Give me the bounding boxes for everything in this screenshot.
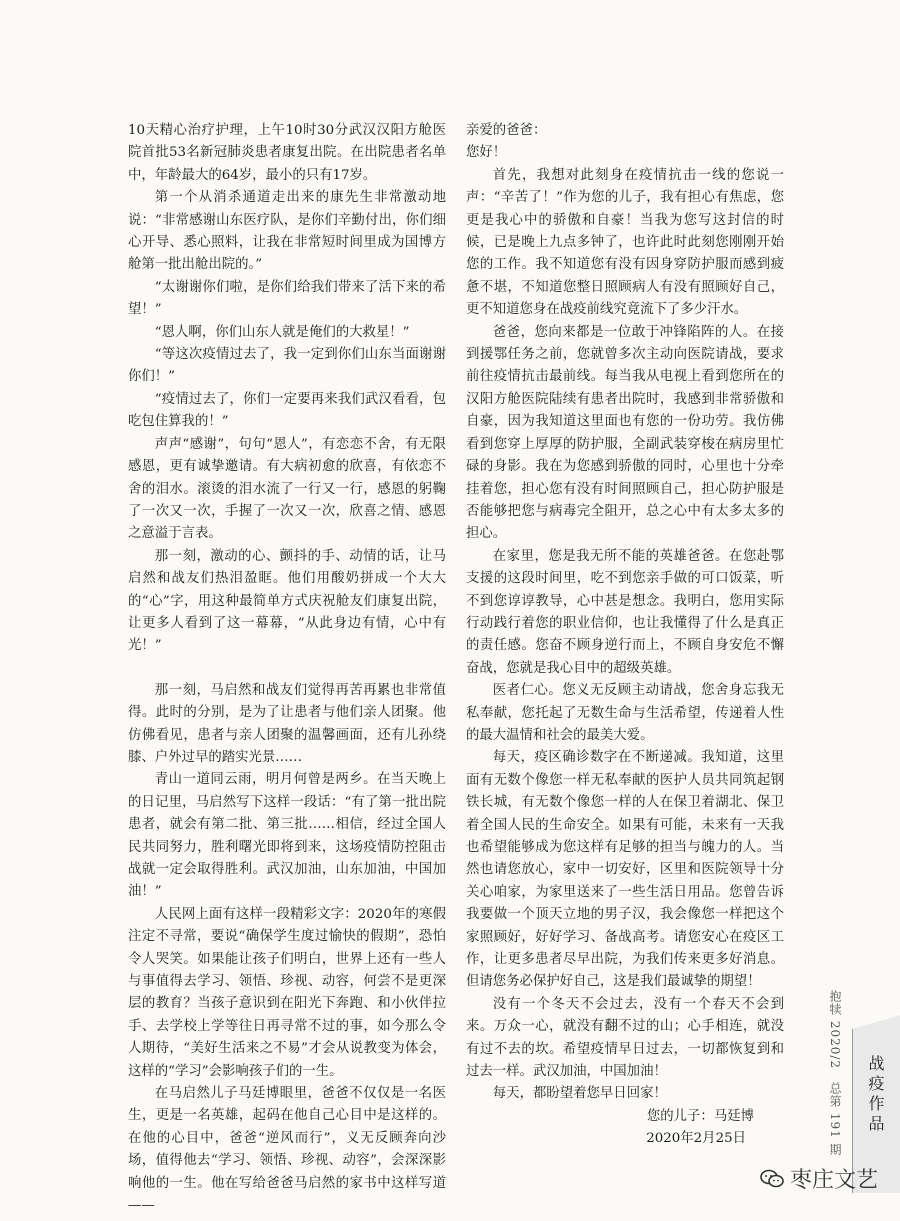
left-paragraph-5: “等这次疫情过去了，我一定到你们山东当面谢谢你们！”	[128, 347, 446, 385]
left-paragraph-10: 青山一道同云雨，明月何曾是两乡。在当天晚上的日记里，马启然写下这样一段话：“有了第一批出院患者，就会有第二批、第三批……相信，经过全国人民共同努力，胜利曙光即将到来，这场疫情防控阻击战就一定会取得胜利。武汉加油，山东加油，中国加油！”	[128, 772, 446, 900]
letter-paragraph-5: 每天，疫区确诊数字在不断递减。我知道，这里面有无数个像您一样无私奉献的医护人员共同筑起钢铁长城，有无数个像您一样的人在保卫着湖北、保卫着全国人民的生命安全。如果有可能，未来有一天我也希望能够成为您这样有足够的担当与魄力的人。当然也请您放心，家中一切安好，区里和医院领导十分关心咱家，为家里送来了一些生活日用品。您曾告诉我要做一个顶天立地的男子汉，我会像您一样把这个家照顾好，好好学习、备战高考。请您安心在疫区工作，让更多患者尽早出院，为我们传来更多好消息。但请您务必保护好自己，这是我们最诚挚的期望！	[466, 750, 784, 990]
letter-greeting: 您好！	[466, 145, 507, 161]
left-paragraph-3: “太谢谢你们啦，是你们给我们带来了活下来的希望！”	[128, 279, 446, 318]
left-paragraph-8: 那一刻，激动的心、颤抖的手、动情的话，让马启然和战友们热泪盈眶。他们用酸奶拼成一个大大的“心”字，用这种最简单方式庆祝舱友们康复出院，让更多人看到了这一幕幕，“从此身边有情，心中有光！”	[128, 548, 446, 654]
letter-paragraph-2: 爸爸，您向来都是一位敢于冲锋陷阵的人。在接到援鄂任务之前，您就曾多次主动向医院请战，要求前往疫情抗击最前线。每当我从电视上看到您所在的汉阳方舱医院陆续有患者出院时，我感到非常骄傲和自豪，因为我知道这里面也有您的一份功劳。我仿佛看到您穿上厚厚的防护服，全副武装穿梭在病房里忙碌的身影。我在为您感到骄傲的同时，心里也十分牵挂着您，担心您有没有时间照顾自己，担心防护服是否能够把您与病毒完全阻开，总之心中有太多太多的担心。	[466, 324, 784, 542]
letter-paragraph-1: 首先，我想对此刻身在疫情抗击一线的您说一声：“辛苦了！”作为您的儿子，我有担心有焦虑，您更是我心中的骄傲和自豪！当我为您写这封信的时候，已是晚上九点多钟了，也许此时此刻您刚刚开始您的工作。我不知道您有没有因身穿防护服而感到疲惫不堪，不知道您整日照顾病人有没有照顾好自己，更不知道您身在战疫前线究竟流下了多少汗水。	[466, 167, 784, 318]
left-paragraph-9: 那一刻，马启然和战友们觉得再苦再累也非常值得。此时的分别，是为了让患者与他们亲人团聚。他仿佛看见，患者与亲人团聚的温馨画面，还有儿孙绕膝、户外过早的踏实光景……	[128, 682, 446, 765]
left-column	[128, 120, 446, 1218]
letter-paragraph-4: 医者仁心。您义无反顾主动请战，您舍身忘我无私奉献，您托起了无数生命与生活希望，传递着人性的最大温情和社会的最美大爱。	[466, 683, 784, 743]
section-label: 战疫作品	[866, 1055, 885, 1135]
watermark	[760, 1163, 878, 1194]
wechat-icon	[760, 1169, 784, 1189]
right-column-letter	[466, 120, 784, 1151]
left-paragraph-11: 人民网上面有这样一段精彩文字：2020年的寒假注定不寻常，要说“确保学生度过愉快的假期”，恐怕令人哭笑。如果能让孩子们明白，世界上还有一些人与事值得去学习、领悟、珍视、动容，何尝不是更深层的教育？当孩子意识到在阳光下奔跑、和小伙伴拉手、去学校上学等往日再寻常不过的事，如今那么令人期待，“美好生活来之不易”才会从说教变为体会，这样的“学习”会影响孩子们的一生。	[128, 906, 446, 1079]
left-paragraph-7: 声声“感谢”，句句“恩人”，有恋恋不舍，有无限感恩，更有诚挚邀请。有大病初愈的欣喜，有依恋不舍的泪水。滚烫的泪水流了一行又一行，感恩的躬鞠了一次又一次，手握了一次又一次，欣喜之情、感恩之意溢于言表。	[128, 436, 446, 542]
letter-paragraph-3: 在家里，您是我无所不能的英雄爸爸。在您赴鄂支援的这段时间里，吃不到您亲手做的可口饭菜，听不到您谆谆教导，心中甚是想念。我明白，您用实际行动践行着您的职业信仰，也让我懂得了什么是真正的责任感。您奋不顾身逆行而上，不顾自身安危不懈奋战，您就是我心目中的超级英雄。	[466, 548, 784, 676]
left-paragraph-4: “恩人啊，你们山东人就是俺们的大救星！”	[154, 324, 410, 340]
letter-salutation: 亲爱的爸爸：	[466, 123, 547, 138]
watermark-text: 枣庄文艺	[790, 1168, 879, 1193]
left-paragraph-1: 10天精心治疗护理，上午10时30分武汉汉阳方舱医院首批53名新冠肺炎患者康复出院。在出院患者名单中，年龄最大的64岁，最小的只有17岁。	[128, 123, 446, 183]
letter-paragraph-6: 没有一个冬天不会过去，没有一个春天不会到来。万众一心，就没有翻不过的山；心手相连，就没有过不去的坎。希望疫情早日过去，一切都恢复到和过去一样。武汉加油，中国加油！	[466, 996, 784, 1080]
left-paragraph-6: “疫情过去了，你们一定要再来我们武汉看看，包吃包住算我的！”	[128, 391, 446, 430]
left-paragraph-12: 在马启然儿子马廷博眼里，爸爸不仅仅是一名医生，更是一名英雄，起码在他自己心目中是这样的。在他的心目中，爸爸“逆风而行”，义无反顾奔向沙场，值得他去“学习、领悟、珍视、动容”，会深深影响他的一生。他在写给爸爸马启然的家书中这样写道——	[128, 1086, 446, 1214]
issue-info: 抱犊 2020/2 总第 191 期	[828, 990, 842, 1157]
letter-signature: 您的儿子：马廷博	[646, 1108, 754, 1124]
letter-paragraph-7: 每天，都盼望着您早日回家！	[492, 1086, 667, 1102]
letter-date: 2020年2月25日	[646, 1131, 746, 1147]
left-paragraph-2: 第一个从消杀通道走出来的康先生非常激动地说：“非常感谢山东医疗队，是你们辛勤付出，你们细心开导、悉心照料，让我在非常短时间里成为国博方舱第一批出舱出院的。”	[128, 190, 446, 273]
